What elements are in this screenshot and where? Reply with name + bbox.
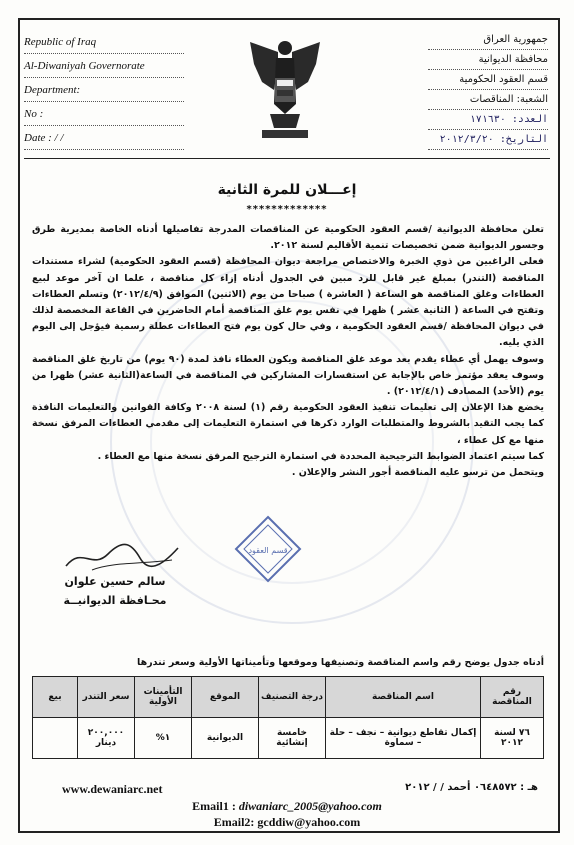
cell-tender-price: ٢٠٠,٠٠٠ دينار (78, 718, 135, 759)
letterhead-ar-division: الشعبة: المناقصات (428, 90, 548, 110)
body-paragraph: تعلن محافظة الديوانية /قسم العقود الحكومية عن المناقصات المدرجة تفاصيلها أدناه الخاصة بمديرية طرق وجسور الديوانية ضمن تخصيصات تنمية الأقاليم لسنة ٢٠١٢. (32, 224, 544, 252)
letterhead-english (24, 30, 184, 150)
col-tender-price: سعر التندر (78, 677, 135, 718)
cell-tender-name: إكمال تقاطع ديوانية – نجف – حلة – سماوة (326, 718, 481, 759)
table-intro: أدناه جدول يوضح رقم واسم المناقصة وتصنيفها وموقعها وتأميناتها الأولية وسعر تندرها (137, 657, 544, 668)
signatory-title: محـافظة الديوانيــة (63, 594, 167, 607)
table-row (33, 718, 544, 759)
letterhead-number: No : (24, 102, 184, 126)
footer-email1-label: Email1 : (192, 799, 239, 813)
cell-location: الديوانية (192, 718, 259, 759)
footer-phone: هـ : ٠٦٤٨٥٧٢ أحمد / / ٢٠١٢ (405, 782, 538, 793)
footer-website-link[interactable]: www.dewaniarc.net (62, 782, 163, 796)
letterhead-date: Date : / / (24, 126, 184, 150)
table-header-row (33, 677, 544, 718)
iraq-eagle-emblem-icon (248, 34, 322, 144)
signature-block (40, 572, 190, 610)
body-paragraph: فعلى الراغبين من ذوي الخبرة والاختصاص مراجعة ديوان المحافظة (قسم العقود الحكومية) لشراء مستندات المناقصة (التندر) بمبلغ غير قابل للرد مبين في الجدول أدناه إزاء كل مناقصة ، علما ان آخر موعد لبيع العطاءات وغلق المناقصة هو الساعة ( العاشرة ) صباحا من يوم (الاثنين) الموافق (٢٠١٢/٤/٩) وتسلم العطاءات وتفتح في الساعة ( الثانية عشر ) ظهرا في نفس يوم غلق المناقصة أمام الحاضرين في القاعة المخصصة لذلك في ديوان المحافظة /قسم العقود الحكومية ، وفي حال كون يوم فتح العطاءات عطلة رسمية فيؤجل إلى اليوم الذي يليه. (32, 256, 544, 349)
tender-table (32, 676, 544, 759)
col-tender-number: رقم المناقصة (481, 677, 544, 718)
col-initial-deposit: التأمينات الأولية (135, 677, 192, 718)
body-paragraph: ويتحمل من ترسو عليه المناقصة أجور النشر والإعلان . (291, 467, 544, 479)
letterhead-ar-country: جمهورية العراق (428, 30, 548, 50)
handwritten-signature-icon (62, 540, 182, 574)
announcement-title: إعـــلان للمرة الثانية (217, 182, 357, 198)
footer-email1-link[interactable]: diwaniarc_2005@yahoo.com (238, 799, 382, 813)
header-divider (24, 158, 550, 159)
cell-tender-number: ٧٦ لسنة ٢٠١٢ (481, 718, 544, 759)
body-paragraph: كما سيتم اعتماد الضوابط الترجيحية المحددة في استمارة الترجيح المرفق نسخة منها مع العطاء . (97, 450, 544, 462)
letterhead-ar-date: التاريخ: ٢٠١٢/٣/٢٠ (428, 130, 548, 150)
col-classification: درجة التصنيف (259, 677, 326, 718)
cell-classification: خامسة إنشائية (259, 718, 326, 759)
signatory-name: سالم حسين علوان (64, 575, 166, 588)
letterhead-ar-department: قسم العقود الحكومية (428, 70, 548, 90)
letterhead-ar-governorate: محافظة الديوانية (428, 50, 548, 70)
footer-email2-link[interactable]: Email2: gcddiw@yahoo.com (213, 815, 361, 829)
title-ornament: ************* (246, 204, 328, 215)
letterhead-ar-number: العدد: ١٧١٦٣٠ (428, 110, 548, 130)
footer-email1 (0, 799, 574, 814)
cell-initial-deposit: ١% (135, 718, 192, 759)
col-tender-name: اسم المناقصة (326, 677, 481, 718)
official-stamp-icon (234, 515, 302, 583)
letterhead-country: Republic of Iraq (24, 30, 184, 54)
stamp-text: قسم العقود (248, 546, 288, 555)
body-paragraph: وسوف يهمل أي عطاء يقدم بعد موعد غلق المناقصة ويكون العطاء نافذ لمدة (٩٠ يوم) من تاريخ غلق المناقصة وسوف يعقد مؤتمر خاص بالإجابة عن استفسارات المشاركين في المناقصة في الساعة(الثانية عشر) ظهرا من يوم (الأحد) المصادف (٢٠١٢/٤/١) . (32, 353, 544, 398)
col-sale: بيع (33, 677, 78, 718)
cell-sale (33, 718, 78, 759)
announcement-body (32, 222, 544, 481)
body-paragraph: يخضع هذا الإعلان إلى تعليمات تنفيذ العقود الحكومية رقم (١) لسنة ٢٠٠٨ وكافة القوانين والتعليمات النافذة كما يجب التقيد بالشروط والمتطلبات الوارد ذكرها في استمارة التعليمات إلى مقدمي العطاءات المرفق نسخة منها مع كل عطاء ، (32, 402, 544, 446)
letterhead-governorate: Al-Diwaniyah Governorate (24, 54, 184, 78)
col-location: الموقع (192, 677, 259, 718)
letterhead-arabic (428, 30, 548, 150)
letterhead-department: Department: (24, 78, 184, 102)
